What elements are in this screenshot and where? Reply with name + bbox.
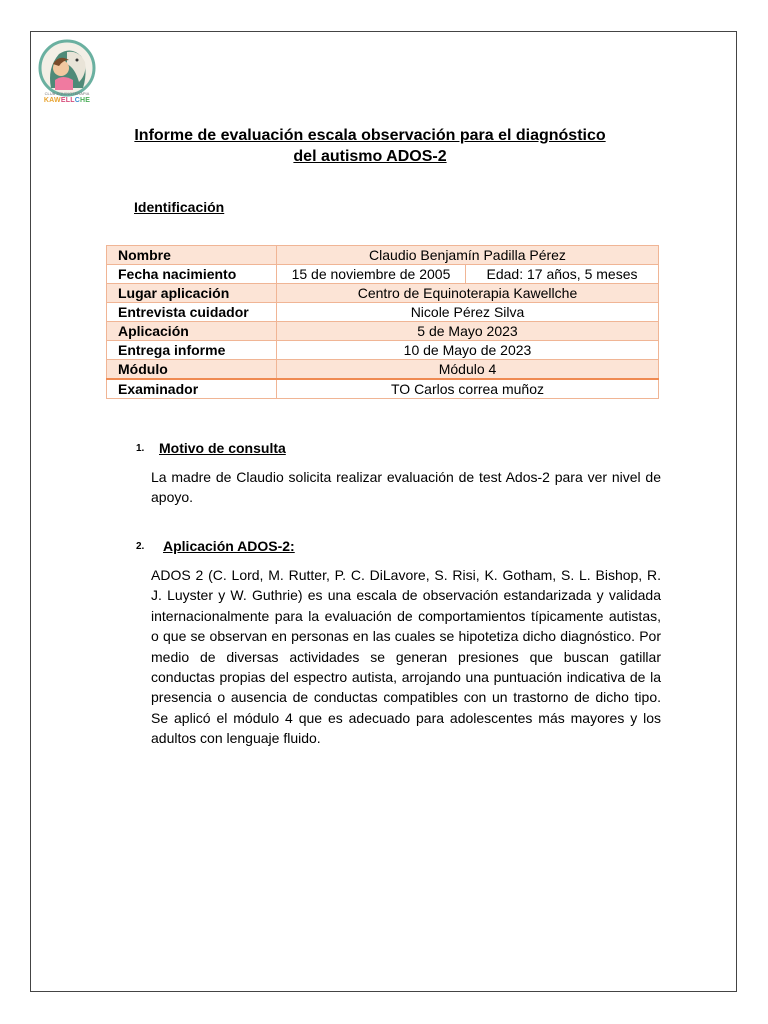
row-value: Claudio Benjamín Padilla Pérez xyxy=(277,246,659,265)
row-value: Centro de Equinoterapia Kawellche xyxy=(277,284,659,303)
section-title: Motivo de consulta xyxy=(159,440,286,456)
table-row xyxy=(107,303,659,322)
row-value-age: Edad: 17 años, 5 meses xyxy=(466,265,659,284)
table-row xyxy=(107,322,659,341)
section-number: 1. xyxy=(136,443,145,454)
logo-subtitle: CLUB EQUINOTERAPIA xyxy=(44,91,90,96)
table-row xyxy=(107,246,659,265)
row-value: Nicole Pérez Silva xyxy=(277,303,659,322)
row-value: TO Carlos correa muñoz xyxy=(277,379,659,399)
document-title: Informe de evaluación escala observación para el diagnóstico del autismo ADOS-2 xyxy=(134,127,606,165)
table-row xyxy=(107,360,659,380)
row-label: Entrevista cuidador xyxy=(107,303,277,322)
table-row xyxy=(107,284,659,303)
row-label: Módulo xyxy=(107,360,277,380)
section-1-text: La madre de Claudio solicita realizar evaluación de test Ados-2 para ver nivel de apoyo. xyxy=(151,469,661,506)
table-row xyxy=(107,379,659,399)
section-title: Aplicación ADOS-2: xyxy=(163,538,295,554)
row-label: Nombre xyxy=(107,246,277,265)
identification-table xyxy=(106,245,659,399)
row-label: Examinador xyxy=(107,379,277,399)
section-number: 2. xyxy=(136,541,145,552)
row-value: 5 de Mayo 2023 xyxy=(277,322,659,341)
page-border xyxy=(30,31,737,992)
table-row xyxy=(107,265,659,284)
row-value: Módulo 4 xyxy=(277,360,659,380)
row-label: Fecha nacimiento xyxy=(107,265,277,284)
row-value: 10 de Mayo de 2023 xyxy=(277,341,659,360)
table-row xyxy=(107,341,659,360)
section-2-text: ADOS 2 (C. Lord, M. Rutter, P. C. DiLavore, S. Risi, K. Gotham, S. L. Bishop, R. J. Luyster y W. Guthrie) es una escala de observación estandarizada y validada internacionalmente para la evaluación de comportamientos típicamente autistas, o que se observan en personas en las cuales se hipotetiza dicho diagnóstico. Por medio de diversas actividades se generan presiones que buscan gatillar conductas propias del espectro autista, arrojando una puntuación indicativa de la presencia o ausencia de conductas compatibles con un trastorno de dicho tipo. Se aplicó el módulo 4 que es adecuado para adolescentes más mayores y los adultos con lenguaje fluido. xyxy=(151,567,661,747)
row-label: Lugar aplicación xyxy=(107,284,277,303)
row-label: Aplicación xyxy=(107,322,277,341)
row-label: Entrega informe xyxy=(107,341,277,360)
logo-name: KAWELLCHE xyxy=(43,97,91,104)
row-value: 15 de noviembre de 2005 xyxy=(277,265,466,284)
identification-heading: Identificación xyxy=(134,199,225,215)
